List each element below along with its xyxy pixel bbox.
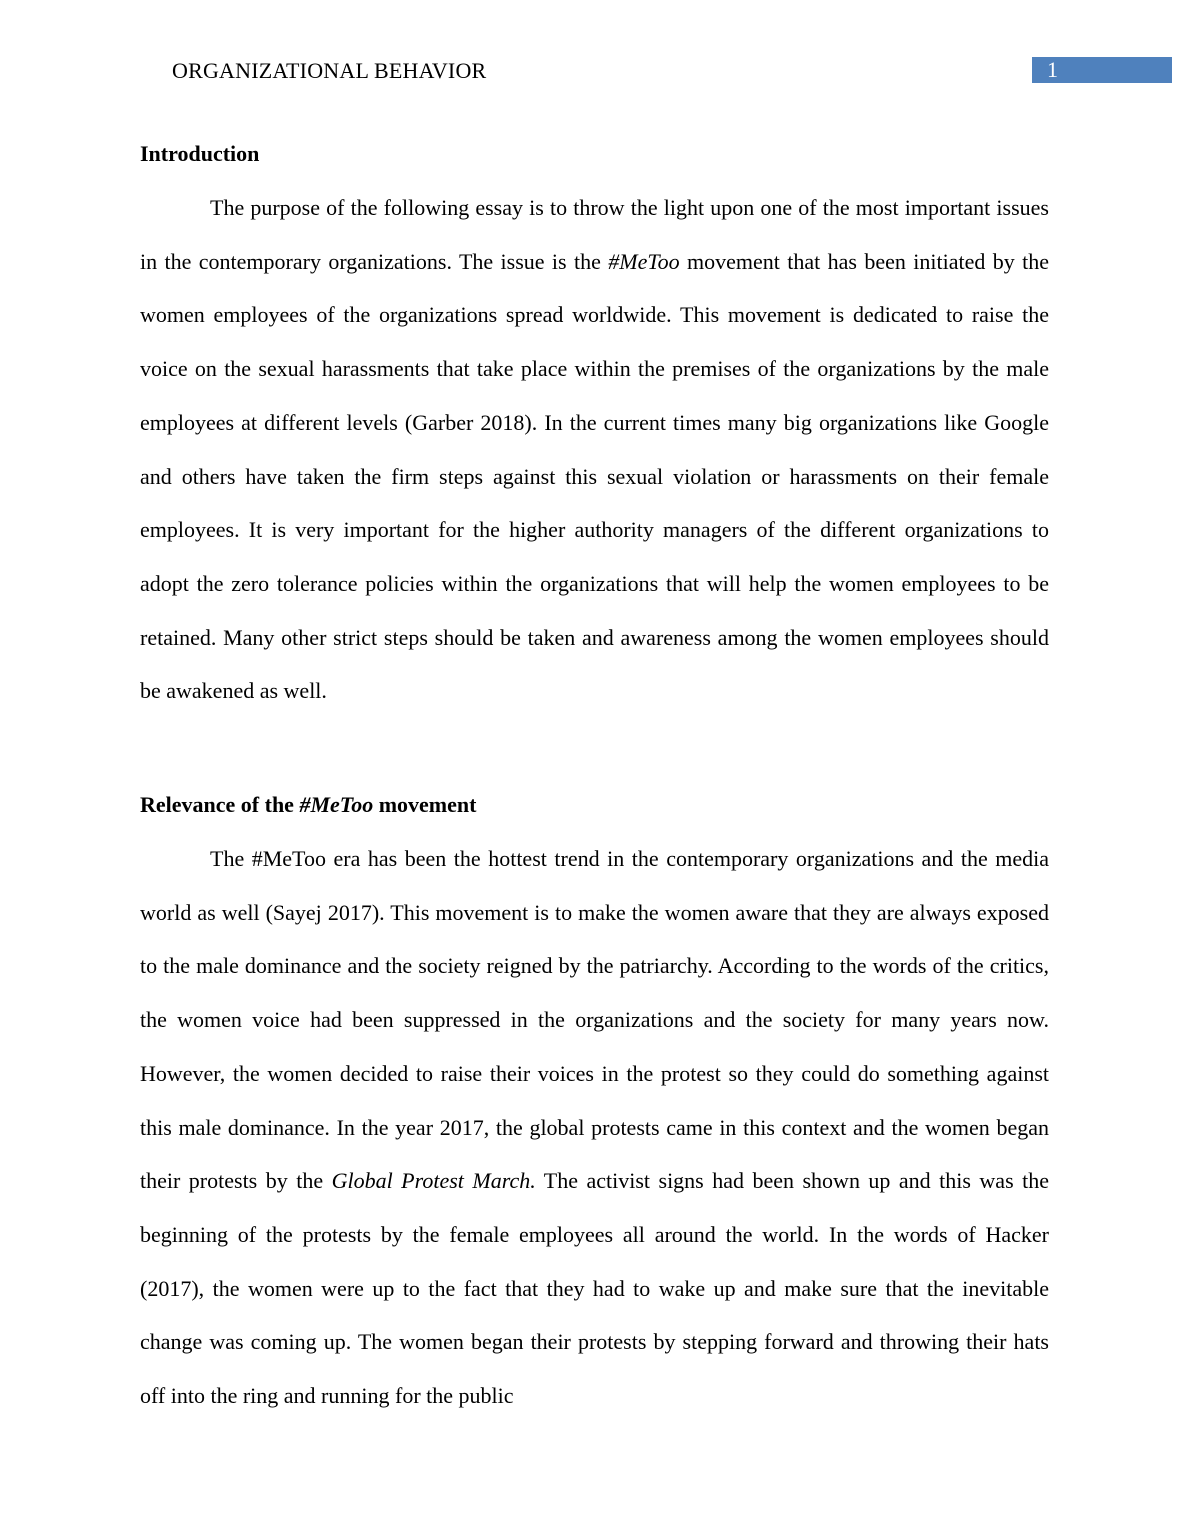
metoo-italic: #MeToo <box>608 248 680 274</box>
relevance-text-start: The #MeToo era has been the hottest trend in the contemporary organizations and the media world as well (Sayej 2017). This movement is to make the women aware that they are always exposed to the male dominance and the society reigned by the patriarchy. According to the words of the critics, the women voice had been suppressed in the organizations and the society for many years now. However, the women decided to raise their voices in the protest so they could do something against this male dominance. In the year 2017, the global protests came in this context and the women began their protests by the <box>140 846 1049 1194</box>
document-body <box>140 140 1049 1423</box>
section-heading-relevance <box>140 791 1049 819</box>
relevance-paragraph <box>140 832 1049 1423</box>
running-header-title: ORGANIZATIONAL BEHAVIOR <box>172 58 487 83</box>
relevance-heading-end: movement <box>373 792 477 818</box>
section-heading-introduction: Introduction <box>140 141 260 166</box>
introduction-paragraph <box>140 181 1049 718</box>
global-protest-march-italic: Global Protest March. <box>331 1168 536 1194</box>
relevance-heading-italic: #MeToo <box>299 792 374 818</box>
page-number: 1 <box>1032 57 1172 83</box>
introduction-text-end: movement that has been initiated by the women employees of the organizations spread worldwide. This movement is dedicated to raise the voice on the sexual harassments that take place within the premises of the organizations by the male employees at different levels (Garber 2018). In the current times many big organizations like Google and others have taken the firm steps against this sexual violation or harassments on their female employees. It is very important for the higher authority managers of the different organizations to adopt the zero tolerance policies within the organizations that will help the women employees to be retained. Many other strict steps should be taken and awareness among the women employees should be awakened as well. <box>140 248 1049 704</box>
relevance-text-end: The activist signs had been shown up and this was the beginning of the protests by the female employees all around the world. In the words of Hacker (2017), the women were up to the fact that they had to wake up and make sure that the inevitable change was coming up. The women began their protests by stepping forward and throwing their hats off into the ring and running for the public <box>140 1168 1049 1409</box>
introduction-text-start: The purpose of the following essay is to throw the light upon one of the most important issues in the contemporary organizations. The issue is the <box>140 195 1049 274</box>
relevance-heading-start: Relevance of the <box>140 792 300 818</box>
